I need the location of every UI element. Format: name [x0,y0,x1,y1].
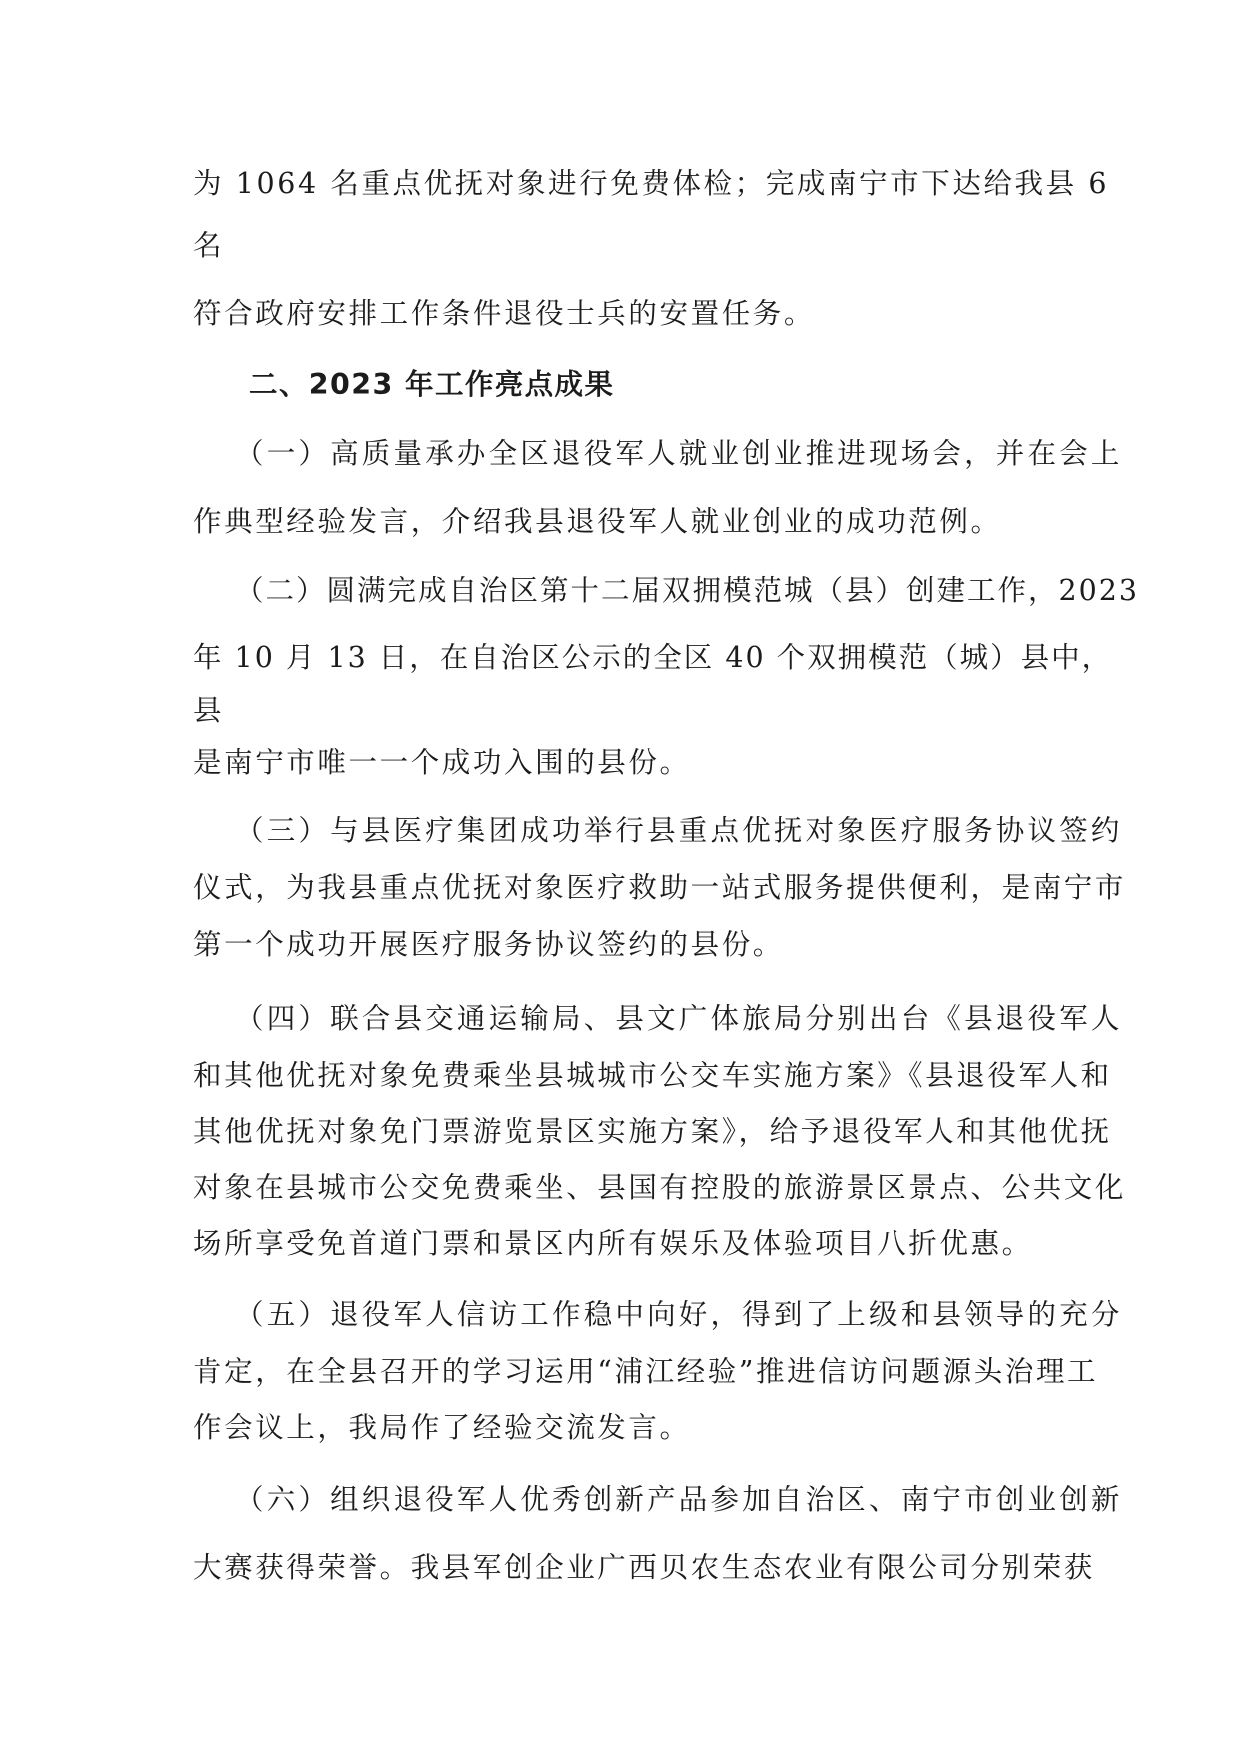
paragraph-4-line-2: 和其他优抚对象免费乘坐县城城市公交车实施方案》《县退役军人和 [193,1059,1112,1092]
section-heading: 二、2023 年工作亮点成果 [249,368,615,401]
paragraph-5-line-3: 作会议上，我局作了经验交流发言。 [193,1411,691,1444]
paragraph-4-line-5: 场所享受免首道门票和景区内所有娱乐及体验项目八折优惠。 [193,1227,1033,1260]
paragraph-2-line-2: 年 10 月 13 日，在自治区公示的全区 40 个双拥模范（城）县中， [193,641,1113,674]
paragraph-1-line-2: 作典型经验发言，介绍我县退役军人就业创业的成功范例。 [193,505,1002,538]
paragraph-5-line-2: 肯定，在全县召开的学习运用“浦江经验”推进信访问题源头治理工 [193,1355,1099,1388]
paragraph-2-line-1: （二）圆满完成自治区第十二届双拥模范城（县）创建工作，2023 [235,574,1140,607]
body-line-1: 为 1064 名重点优抚对象进行免费体检；完成南宁市下达给我县 6 [193,167,1110,200]
paragraph-2-line-4: 是南宁市唯一一个成功入围的县份。 [193,746,691,779]
body-line-2: 名 [193,229,225,262]
paragraph-5-line-1: （五）退役军人信访工作稳中向好，得到了上级和县领导的充分 [235,1298,1123,1331]
paragraph-4-line-1: （四）联合县交通运输局、县文广体旅局分别出台《县退役军人 [235,1002,1123,1035]
paragraph-4-line-4: 对象在县城市公交免费乘坐、县国有控股的旅游景区景点、公共文化 [193,1171,1127,1204]
paragraph-3-line-3: 第一个成功开展医疗服务协议签约的县份。 [193,928,784,961]
paragraph-1-line-1: （一）高质量承办全区退役军人就业创业推进现场会，并在会上 [235,437,1123,470]
paragraph-3-line-1: （三）与县医疗集团成功举行县重点优抚对象医疗服务协议签约 [235,814,1123,847]
body-line-3: 符合政府安排工作条件退役士兵的安置任务。 [193,297,816,330]
paragraph-3-line-2: 仪式，为我县重点优抚对象医疗救助一站式服务提供便利，是南宁市 [193,871,1127,904]
paragraph-2-line-3: 县 [193,694,225,727]
paragraph-6-line-1: （六）组织退役军人优秀创新产品参加自治区、南宁市创业创新 [235,1483,1123,1516]
paragraph-6-line-2: 大赛获得荣誉。我县军创企业广西贝农生态农业有限公司分别荣获 [193,1551,1095,1584]
paragraph-4-line-3: 其他优抚对象免门票游览景区实施方案》，给予退役军人和其他优抚 [193,1115,1112,1148]
